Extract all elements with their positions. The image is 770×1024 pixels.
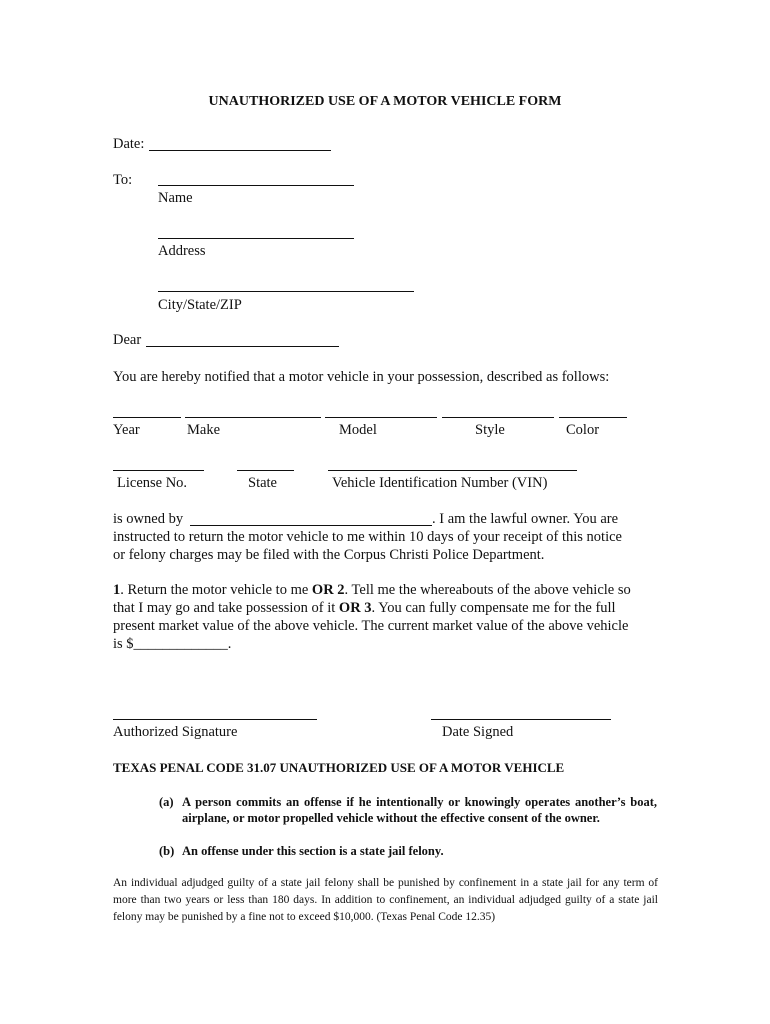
- option-2-text: . Tell me the whereabouts of the above vehicle so: [344, 582, 631, 598]
- license-label: License No.: [117, 475, 188, 491]
- city-state-zip-field[interactable]: [158, 291, 414, 292]
- vin-label: Vehicle Identification Number (VIN): [332, 475, 548, 491]
- option-1-number: 1: [113, 582, 121, 598]
- penalty-footnote: An individual adjudged guilty of a state jail felony shall be punished by confinement in a state jail for any term of more than two years or less than 180 days. In addition to confinement, an individual adjudged guilty of a state jail felony may be punished by a fine not to exceed $10,000. (Texas Penal Code 12.35): [113, 877, 658, 923]
- year-field[interactable]: [113, 417, 181, 418]
- state-field[interactable]: [237, 470, 294, 471]
- model-field[interactable]: [325, 417, 437, 418]
- market-value-line: is $_____________.: [113, 636, 232, 652]
- option-2-marker: OR 2: [311, 582, 345, 598]
- clause-a-text: A person commits an offense if he intentionally or knowingly operates another’s boat, airplane, or motor propelled vehicle without the effective consent of the owner.: [182, 795, 657, 825]
- date-signed-label: Date Signed: [442, 724, 514, 740]
- to-label: To:: [113, 172, 133, 188]
- option-2-text-cont: that I may go and take possession of it: [113, 600, 339, 616]
- owner-name-field[interactable]: [190, 525, 432, 526]
- dear-label: Dear: [113, 332, 142, 348]
- date-label: Date:: [113, 136, 145, 152]
- owned-by-prefix: is owned by: [113, 511, 184, 527]
- style-field[interactable]: [442, 417, 554, 418]
- date-field[interactable]: [149, 150, 331, 151]
- option-line-3: present market value of the above vehicle. The current market value of the above vehicle: [113, 618, 629, 634]
- signature-field[interactable]: [113, 719, 317, 720]
- state-label: State: [248, 475, 277, 491]
- penal-code-title: TEXAS PENAL CODE 31.07 UNAUTHORIZED USE OF A MOTOR VEHICLE: [113, 760, 565, 775]
- make-field[interactable]: [185, 417, 321, 418]
- page-title: UNAUTHORIZED USE OF A MOTOR VEHICLE FORM: [208, 94, 562, 109]
- option-1-text: . Return the motor vehicle to me: [120, 582, 312, 598]
- color-label: Color: [566, 422, 600, 438]
- clause-a-marker: (a): [159, 795, 174, 809]
- option-3-text: . You can fully compensate me for the full: [371, 600, 616, 616]
- style-label: Style: [475, 422, 505, 438]
- vin-field[interactable]: [328, 470, 577, 471]
- signature-label: Authorized Signature: [113, 724, 238, 740]
- owned-by-suffix: . I am the lawful owner. You are: [432, 511, 619, 527]
- notice-text: You are hereby notified that a motor vehicle in your possession, described as follows:: [113, 369, 610, 385]
- year-label: Year: [113, 422, 140, 438]
- option-line-1: [113, 582, 631, 599]
- felony-warning: or felony charges may be filed with the Corpus Christi Police Department.: [113, 547, 545, 563]
- make-label: Make: [187, 422, 221, 438]
- model-label: Model: [339, 422, 377, 438]
- clause-b-text: An offense under this section is a state jail felony.: [182, 844, 444, 858]
- option-3-marker: OR 3: [338, 600, 372, 616]
- option-line-2: [113, 600, 616, 617]
- address-label: Address: [158, 243, 206, 259]
- color-field[interactable]: [559, 417, 627, 418]
- return-instruction: instructed to return the motor vehicle to me within 10 days of your receipt of this notice: [113, 529, 622, 545]
- city-state-zip-label: City/State/ZIP: [158, 297, 242, 313]
- address-field[interactable]: [158, 238, 354, 239]
- license-field[interactable]: [113, 470, 204, 471]
- name-label: Name: [158, 190, 193, 206]
- dear-field[interactable]: [146, 346, 339, 347]
- date-signed-field[interactable]: [431, 719, 611, 720]
- clause-b-marker: (b): [159, 844, 175, 858]
- name-field[interactable]: [158, 185, 354, 186]
